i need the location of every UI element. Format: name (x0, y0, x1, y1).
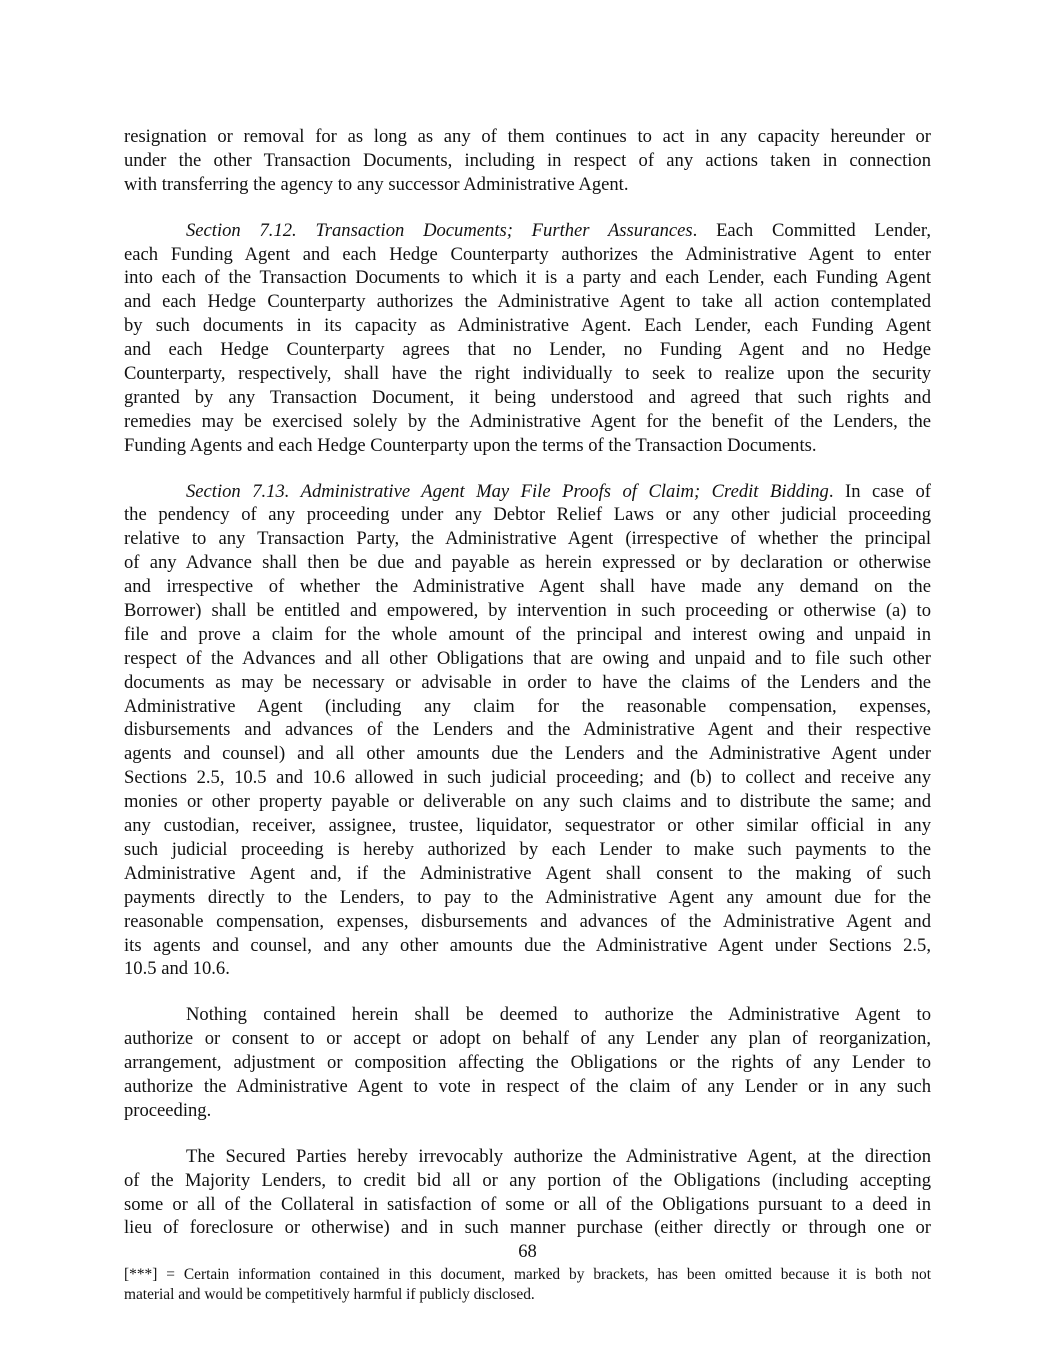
text-line: such judicial proceeding is hereby authorized by each Lender to make such payments to the (124, 838, 931, 860)
text-line: file and prove a claim for the whole amount of the principal and interest owing and unpaid in (124, 623, 931, 645)
document-body (124, 125, 931, 1240)
paragraph-nothing-contained (124, 1003, 931, 1122)
text-fragment: . Each Committed Lender, (692, 219, 931, 241)
footnote-line: material and would be competitively harmful if publicly disclosed. (124, 1285, 535, 1303)
text-line: its agents and counsel, and any other amounts due the Administrative Agent under Sections 2.5, (124, 934, 931, 956)
text-line: Administrative Agent and, if the Administrative Agent shall consent to the making of such (124, 862, 931, 884)
text-line: lieu of foreclosure or otherwise) and in such manner purchase (either directly or through one or (124, 1217, 931, 1239)
text-line: some or all of the Collateral in satisfaction of some or all of the Obligations pursuant to a deed in (124, 1193, 931, 1215)
text-line: relative to any Transaction Party, the Administrative Agent (irrespective of whether the principal (124, 528, 931, 550)
text-line: disbursements and advances of the Lenders and the Administrative Agent and their respective (124, 719, 931, 741)
text-fragment: . In case of (828, 480, 931, 502)
text-line: any custodian, receiver, assignee, trustee, liquidator, sequestrator or other similar official in any (124, 815, 931, 837)
paragraph-section-7-12 (124, 219, 931, 458)
text-line: agents and counsel) and all other amounts due the Lenders and the Administrative Agent under (124, 743, 931, 765)
text-line: resignation or removal for as long as any of them continues to act in any capacity hereunder or (124, 126, 931, 147)
text-line: Borrower) shall be entitled and empowered, by intervention in such proceeding or otherwise (a) to (124, 600, 931, 622)
text-line: and irrespective of whether the Administrative Agent shall have made any demand on the (124, 576, 931, 598)
section-heading-7-13: Section 7.13. Administrative Agent May File Proofs of Claim; Credit Bidding (186, 480, 829, 502)
text-line: monies or other property payable or deliverable on any such claims and to distribute the same; and (124, 791, 931, 813)
text-line: arrangement, adjustment or composition affecting the Obligations or the rights of any Lender to (124, 1052, 931, 1074)
confidentiality-footnote (124, 1265, 931, 1304)
paragraph-section-7-13 (124, 480, 931, 982)
text-line: by such documents in its capacity as Administrative Agent. Each Lender, each Funding Agent (124, 315, 931, 337)
text-line: Sections 2.5, 10.5 and 10.6 allowed in such judicial proceeding; and (b) to collect and receive any (124, 767, 931, 789)
text-line: the pendency of any proceeding under any Debtor Relief Laws or any other judicial proceeding (124, 504, 931, 526)
text-line: The Secured Parties hereby irrevocably authorize the Administrative Agent, at the direction (186, 1145, 931, 1167)
paragraph-continuation (124, 125, 931, 197)
text-line: proceeding. (124, 1099, 212, 1121)
text-line (124, 480, 931, 504)
text-line: Nothing contained herein shall be deemed to authorize the Administrative Agent to (186, 1004, 931, 1026)
text-line: authorize the Administrative Agent to vote in respect of the claim of any Lender or in any such (124, 1075, 931, 1097)
text-line: Counterparty, respectively, shall have the right individually to seek to realize upon the security (124, 363, 931, 385)
text-line: documents as may be necessary or advisable in order to have the claims of the Lenders and the (124, 671, 931, 693)
text-line: Funding Agents and each Hedge Counterparty upon the terms of the Transaction Documents. (124, 434, 817, 456)
text-line: of any Advance shall then be due and payable as herein expressed or by declaration or otherwise (124, 552, 931, 574)
text-line: reasonable compensation, expenses, disbursements and advances of the Administrative Agent and (124, 910, 931, 932)
text-line: authorize or consent to or accept or adopt on behalf of any Lender any plan of reorganization, (124, 1028, 931, 1050)
text-line: into each of the Transaction Documents to which it is a party and each Lender, each Funding Agent (124, 267, 931, 289)
page-number: 68 (518, 1241, 537, 1262)
text-line: 10.5 and 10.6. (124, 958, 230, 980)
section-heading-7-12: Section 7.12. Transaction Documents; Further Assurances (186, 219, 693, 241)
text-line: respect of the Advances and all other Obligations that are owing and unpaid and to file such other (124, 647, 931, 669)
footnote-line: [***] = Certain information contained in this document, marked by brackets, has been omitted because it is both not (124, 1266, 931, 1283)
text-line (124, 219, 931, 243)
text-line: of the Majority Lenders, to credit bid all or any portion of the Obligations (including accepting (124, 1169, 931, 1191)
text-line: Administrative Agent (including any claim for the reasonable compensation, expenses, (124, 695, 931, 717)
text-line: with transferring the agency to any successor Administrative Agent. (124, 173, 629, 195)
text-line: under the other Transaction Documents, including in respect of any actions taken in connection (124, 149, 931, 171)
text-line: granted by any Transaction Document, it being understood and agreed that such rights and (124, 386, 931, 408)
text-line: and each Hedge Counterparty authorizes the Administrative Agent to take all action contemplated (124, 291, 931, 313)
text-line: each Funding Agent and each Hedge Counterparty authorizes the Administrative Agent to enter (124, 243, 931, 265)
text-line: and each Hedge Counterparty agrees that no Lender, no Funding Agent and no Hedge (124, 339, 931, 361)
paragraph-secured-parties (124, 1145, 931, 1241)
text-line: remedies may be exercised solely by the Administrative Agent for the benefit of the Lenders, the (124, 410, 931, 432)
text-line: payments directly to the Lenders, to pay to the Administrative Agent any amount due for the (124, 886, 931, 908)
